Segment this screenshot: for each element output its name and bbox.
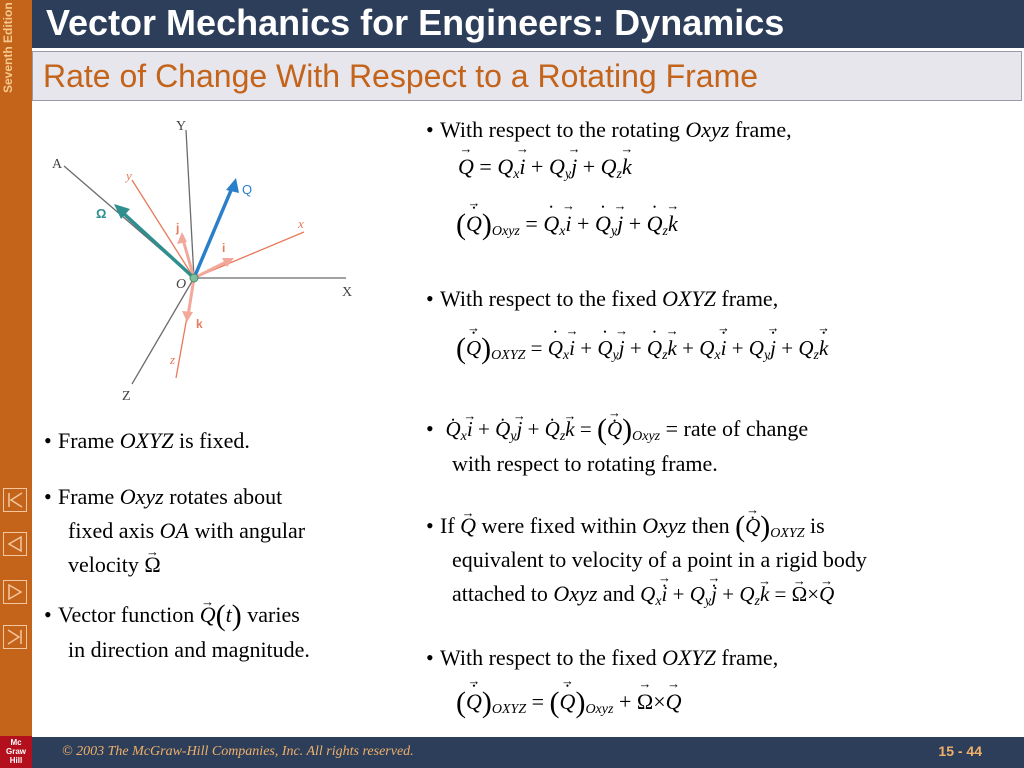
- first-slide-button[interactable]: [3, 488, 27, 512]
- label-Z: Z: [122, 389, 131, 404]
- label-omega: Ω: [96, 206, 107, 221]
- first-slide-icon: [5, 490, 25, 510]
- label-j: j: [176, 221, 180, 235]
- label-A: A: [52, 157, 63, 172]
- bullet-if-q-fixed: • If → Q were fixed within Oxyz then (→ Q $•)_{OXYZ}$ is: [426, 513, 825, 547]
- equation-omega-cross-q: $Q_x\to i$ • + $Q_y\to j$ • + $Q_z\to k$ = → Ω×→ Q: [640, 582, 834, 606]
- previous-slide-button[interactable]: [3, 532, 27, 556]
- header-bar: [32, 0, 1024, 48]
- publisher-logo: Mc Graw Hill: [0, 736, 32, 768]
- equation-rate-rotating: (→ Q $•)_{Oxyz}$ = • $Q_x\to i$ + • $Q_y\to j$ + • $Q_z\to k$: [456, 208, 678, 242]
- equation-rate-fixed-expanded: (→ Q $•)_{OXYZ}$ = • $Q_x\to i$ + • $Q_y\to j$ + • $Q_z\to k + Q_x\to i$ • + $Q_y\to j$ • + $Q_z\to k$ •: [456, 332, 828, 366]
- page-number: 15 - 44: [938, 743, 982, 759]
- edition-label: Seventh Edition: [1, 2, 15, 93]
- bullet-fixed-frame-result: • With respect to the fixed OXYZ frame,: [426, 645, 779, 670]
- label-y: y: [126, 168, 132, 183]
- bullet-rotating-frame: • With respect to the rotating Oxyz frame,: [426, 117, 792, 142]
- last-slide-icon: [5, 627, 25, 647]
- bullet-frame-fixed: • Frame OXYZ is fixed.: [44, 428, 250, 453]
- bullet-if-q-fixed-line3: attached to Oxyz and $Q_x\to i$ • + $Q_y\to j$ • + $Q_z\to k$ = → Ω×→ Q: [452, 581, 834, 615]
- label-O: O: [176, 277, 187, 292]
- next-slide-icon: [5, 582, 25, 602]
- slide-title-bar: [32, 51, 1022, 101]
- bullet-frame-rotates: • Frame Oxyz rotates about: [44, 484, 283, 509]
- bullet-if-q-fixed-line2: equivalent to velocity of a point in a rigid body: [452, 547, 867, 572]
- bullet-fixed-frame: • With respect to the fixed OXYZ frame,: [426, 286, 779, 311]
- previous-slide-icon: [5, 534, 25, 554]
- label-Y: Y: [176, 119, 187, 134]
- bullet-vector-function-line2: in direction and magnitude.: [68, 637, 310, 662]
- copyright-notice: © 2003 The McGraw-Hill Companies, Inc. All rights reserved.: [62, 744, 414, 759]
- equation-q-components: → $Q = Q_x\to i + Q_y\to j + Q_z\to k$: [458, 154, 632, 183]
- bullet-vector-function: • Vector function → Q(t) varies: [44, 602, 300, 629]
- label-X: X: [342, 285, 353, 300]
- slide-title: Rate of Change With Respect to a Rotating Frame: [43, 58, 759, 94]
- rotating-frame-figure: [36, 108, 353, 408]
- bullet-frame-rotates-line2: fixed axis OA with angular: [68, 518, 306, 543]
- bullet-frame-rotates-line3: velocity → Ω: [68, 552, 161, 578]
- bullet-rate-of-change: • • $Q_x\to i$ + • $Q_y\to j$ + • $Q_z\to k$ = (→ Q $•)_{Oxyz}$ = rate of change: [426, 416, 808, 450]
- bullet-rate-of-change-line2: with respect to rotating frame.: [452, 451, 718, 476]
- origin-point: [190, 274, 198, 282]
- equation-final-result: (→ Q $•)_{OXYZ}$ = (→ Q $•)_{Oxyz}$ + → Ω×→ Q: [456, 686, 682, 720]
- last-slide-button[interactable]: [3, 625, 27, 649]
- label-i: i: [222, 241, 226, 255]
- equation-rate-identity: • $Q_x\to i$ + • $Q_y\to j$ + • $Q_z\to k$ = (→ Q $•)_{Oxyz}$: [446, 417, 661, 441]
- label-k: k: [196, 317, 203, 331]
- label-z: z: [170, 352, 176, 367]
- course-title: Vector Mechanics for Engineers: Dynamics: [46, 2, 785, 43]
- next-slide-button[interactable]: [3, 580, 27, 604]
- label-Q: Q: [242, 182, 253, 197]
- sidebar: [0, 0, 32, 768]
- footer-bar: [32, 737, 1024, 768]
- label-x: x: [298, 216, 304, 231]
